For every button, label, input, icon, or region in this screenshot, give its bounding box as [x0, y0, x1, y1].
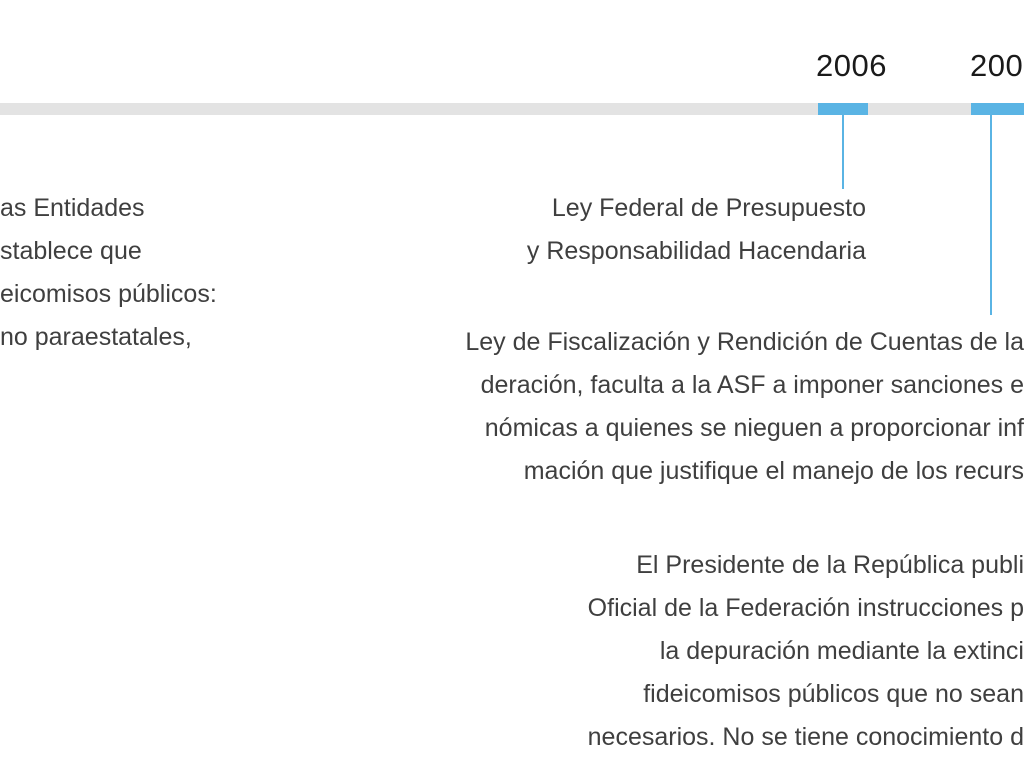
event-text-left	[0, 187, 217, 359]
event-line: no paraestatales,	[0, 323, 192, 351]
event-line: necesarios. No se tiene conocimiento d	[587, 723, 1024, 751]
event-line: deración, faculta a la ASF a imponer sanciones e	[480, 371, 1024, 399]
event-line: nómicas a quienes se nieguen a proporcionar inf	[484, 414, 1024, 442]
event-line: eicomisos públicos:	[0, 280, 217, 308]
year-marker-2006[interactable]	[818, 103, 868, 115]
year-label-2007: 200	[970, 48, 1024, 83]
event-line: la depuración mediante la extinci	[659, 637, 1024, 665]
event-text-presidente	[588, 544, 1024, 759]
event-text-2006	[527, 187, 866, 273]
event-line: fideicomisos públicos que no sean	[643, 680, 1024, 708]
connector-line-2006	[842, 115, 844, 189]
event-line: mación que justifique el manejo de los recurs	[523, 457, 1024, 485]
event-line: as Entidades	[0, 194, 145, 222]
event-line: Oficial de la Federación instrucciones p	[587, 594, 1024, 622]
year-marker-2007[interactable]	[971, 103, 1024, 115]
connector-line-2007	[990, 115, 992, 315]
event-line: y Responsabilidad Hacendaria	[526, 237, 866, 265]
event-line: stablece que	[0, 237, 142, 265]
year-label-2006: 2006	[816, 48, 887, 83]
event-text-fiscalizacion	[465, 321, 1024, 493]
event-line: Ley de Fiscalización y Rendición de Cuentas de la	[465, 328, 1024, 356]
event-line: El Presidente de la República publi	[636, 551, 1024, 579]
event-line: Ley Federal de Presupuesto	[551, 194, 866, 222]
timeline-axis	[0, 103, 1024, 115]
